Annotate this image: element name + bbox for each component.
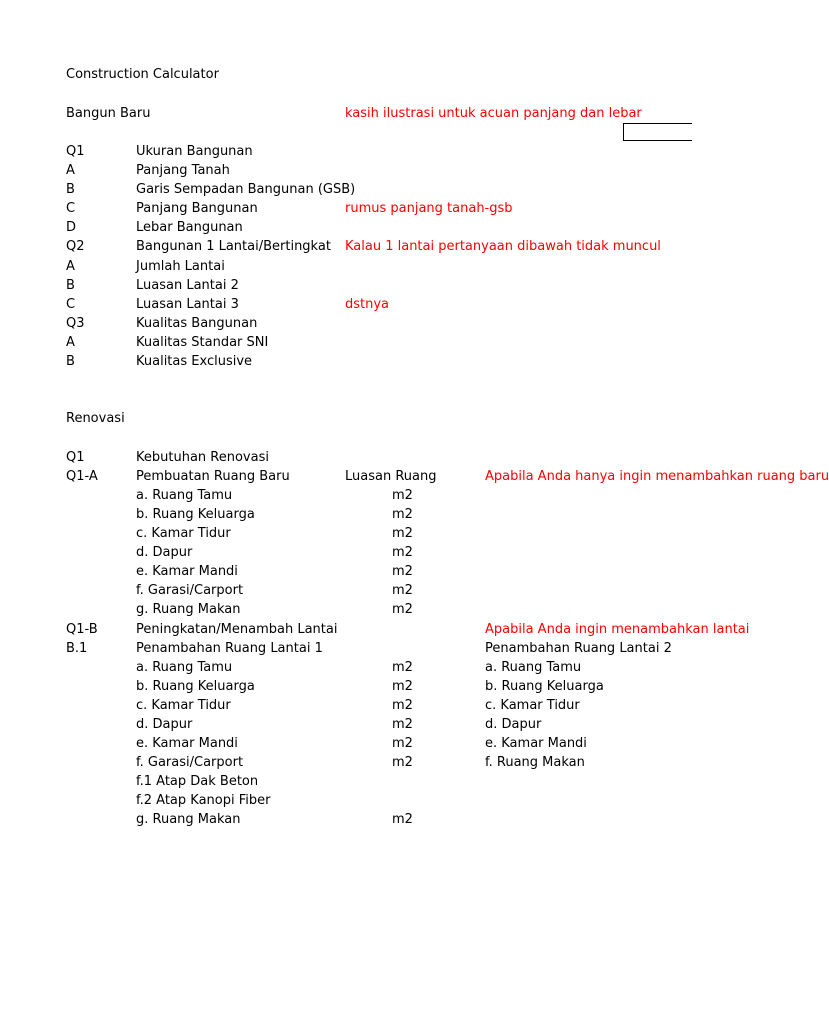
row-label: Panjang Bangunan [136, 201, 258, 216]
row-code: B [66, 182, 75, 197]
room-label: f. Garasi/Carport [136, 755, 244, 770]
room-label: f. Garasi/Carport [136, 583, 244, 598]
row-code: C [66, 297, 76, 312]
row-code: B [66, 278, 75, 293]
row-label-lantai-2: Penambahan Ruang Lantai 2 [485, 641, 672, 656]
row-code: Q1-B [66, 622, 98, 637]
row-label: Kualitas Standar SNI [136, 335, 269, 350]
row-code: Q1 [66, 144, 85, 159]
room-label-lantai-2: e. Kamar Mandi [485, 736, 587, 751]
unit-label: m2 [392, 488, 413, 503]
row-note: rumus panjang tanah-gsb [345, 201, 513, 216]
unit-label: m2 [392, 755, 413, 770]
row-label: Panjang Tanah [136, 163, 230, 178]
room-label: b. Ruang Keluarga [136, 507, 255, 522]
row-code: Q2 [66, 239, 85, 254]
column-header-luasan: Luasan Ruang [345, 469, 437, 484]
row-label: Pembuatan Ruang Baru [136, 469, 290, 484]
unit-label: m2 [392, 717, 413, 732]
row-label: Kualitas Exclusive [136, 354, 253, 369]
row-label: Ukuran Bangunan [136, 144, 253, 159]
unit-label: m2 [392, 736, 413, 751]
row-note: Kalau 1 lantai pertanyaan dibawah tidak muncul [345, 239, 661, 254]
unit-label: m2 [392, 583, 413, 598]
room-label: d. Dapur [136, 717, 193, 732]
room-label: a. Ruang Tamu [136, 660, 233, 675]
room-label-lantai-2: b. Ruang Keluarga [485, 679, 604, 694]
row-code: A [66, 259, 75, 274]
row-label: Peningkatan/Menambah Lantai [136, 622, 338, 637]
unit-label: m2 [392, 507, 413, 522]
row-label: Jumlah Lantai [136, 259, 225, 274]
room-label: d. Dapur [136, 545, 193, 560]
input-cell-box[interactable] [623, 123, 692, 141]
row-label: Lebar Bangunan [136, 220, 243, 235]
page-title: Construction Calculator [66, 67, 219, 82]
room-label-lantai-2: a. Ruang Tamu [485, 660, 582, 675]
row-label: Penambahan Ruang Lantai 1 [136, 641, 323, 656]
unit-label: m2 [392, 679, 413, 694]
unit-label: m2 [392, 698, 413, 713]
q1b-note: Apabila Anda ingin menambahkan lantai [485, 622, 750, 637]
q1a-note: Apabila Anda hanya ingin menambahkan ruang baru [485, 469, 829, 484]
row-code: A [66, 335, 75, 350]
room-label: b. Ruang Keluarga [136, 679, 255, 694]
row-code: Q3 [66, 316, 85, 331]
row-label: Bangunan 1 Lantai/Bertingkat [136, 239, 331, 254]
room-label: a. Ruang Tamu [136, 488, 233, 503]
row-label: Luasan Lantai 3 [136, 297, 239, 312]
room-label: e. Kamar Mandi [136, 736, 238, 751]
row-code: C [66, 201, 76, 216]
unit-label: m2 [392, 812, 413, 827]
row-code: Q1-A [66, 469, 98, 484]
room-label: f.2 Atap Kanopi Fiber [136, 793, 271, 808]
section-heading-bangun-baru: Bangun Baru [66, 106, 151, 121]
row-code: A [66, 163, 75, 178]
row-code: D [66, 220, 77, 235]
row-label: Luasan Lantai 2 [136, 278, 239, 293]
row-code: B [66, 354, 75, 369]
unit-label: m2 [392, 602, 413, 617]
row-label: Kebutuhan Renovasi [136, 450, 269, 465]
row-code: B.1 [66, 641, 88, 656]
unit-label: m2 [392, 564, 413, 579]
room-label: e. Kamar Mandi [136, 564, 238, 579]
room-label-lantai-2: c. Kamar Tidur [485, 698, 580, 713]
unit-label: m2 [392, 526, 413, 541]
room-label: c. Kamar Tidur [136, 526, 231, 541]
row-note: dstnya [345, 297, 390, 312]
unit-label: m2 [392, 545, 413, 560]
unit-label: m2 [392, 660, 413, 675]
room-label: c. Kamar Tidur [136, 698, 231, 713]
room-label: g. Ruang Makan [136, 602, 241, 617]
room-label-lantai-2: f. Ruang Makan [485, 755, 585, 770]
bangun-baru-note: kasih ilustrasi untuk acuan panjang dan lebar [345, 106, 642, 121]
room-label: g. Ruang Makan [136, 812, 241, 827]
row-label: Kualitas Bangunan [136, 316, 258, 331]
row-label: Garis Sempadan Bangunan (GSB) [136, 182, 356, 197]
room-label: f.1 Atap Dak Beton [136, 774, 259, 789]
room-label-lantai-2: d. Dapur [485, 717, 542, 732]
row-code: Q1 [66, 450, 85, 465]
section-heading-renovasi: Renovasi [66, 411, 125, 426]
